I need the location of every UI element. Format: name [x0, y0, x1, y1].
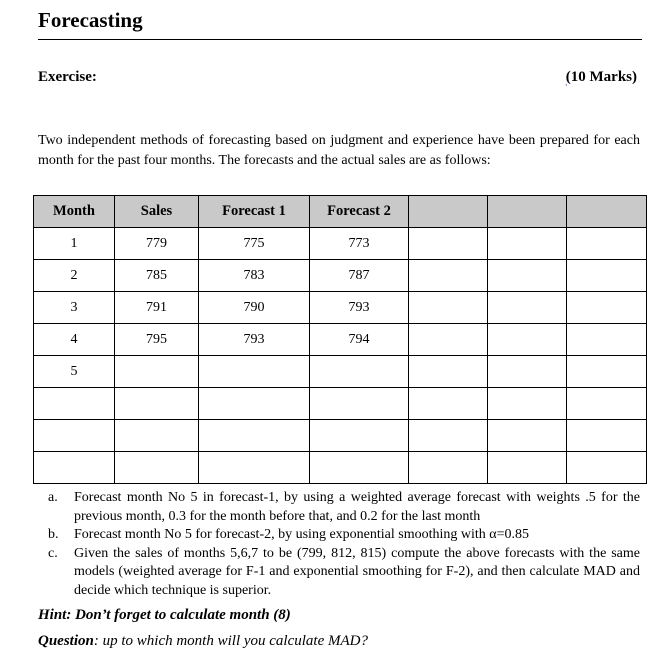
table-cell — [310, 452, 409, 484]
table-cell: 793 — [199, 324, 310, 356]
table-cell — [488, 292, 567, 324]
table-cell: 794 — [310, 324, 409, 356]
table-cell — [567, 356, 647, 388]
table-cell — [115, 388, 199, 420]
header-cell — [488, 196, 567, 228]
header-cell — [567, 196, 647, 228]
table-cell — [310, 356, 409, 388]
table-cell — [409, 228, 488, 260]
table-cell — [115, 452, 199, 484]
table-row — [34, 324, 647, 356]
table-cell — [488, 324, 567, 356]
table-cell: 3 — [34, 292, 115, 324]
table-cell — [310, 388, 409, 420]
table-cell: 783 — [199, 260, 310, 292]
marks-label — [566, 69, 637, 86]
table-cell — [488, 388, 567, 420]
table-cell — [115, 420, 199, 452]
table-cell — [199, 356, 310, 388]
table-row — [34, 292, 647, 324]
table-cell — [409, 452, 488, 484]
table-cell — [409, 388, 488, 420]
table-cell — [199, 452, 310, 484]
table-cell — [409, 420, 488, 452]
table-cell — [34, 388, 115, 420]
table-cell — [409, 260, 488, 292]
hint-text: : Don’t forget to calculate month (8) — [66, 607, 291, 623]
table-cell — [567, 388, 647, 420]
table-cell: 790 — [199, 292, 310, 324]
list-marker: b. — [48, 527, 59, 542]
table-cell — [409, 324, 488, 356]
table-row — [34, 388, 647, 420]
exercise-label: Exercise: — [38, 69, 97, 85]
intro-paragraph: Two independent methods of forecasting based on judgment and experience have been prepared for each month for the past four months. The forecasts and the actual sales are as follows: — [38, 133, 640, 168]
title-divider — [38, 39, 642, 40]
table-cell — [199, 388, 310, 420]
table-cell — [409, 292, 488, 324]
table-cell — [567, 324, 647, 356]
table-cell: 775 — [199, 228, 310, 260]
marks-value: 10 Marks) — [570, 69, 637, 85]
table-cell: 795 — [115, 324, 199, 356]
table-cell — [567, 260, 647, 292]
table-cell — [567, 452, 647, 484]
table-cell: 1 — [34, 228, 115, 260]
table-cell: 785 — [115, 260, 199, 292]
table-row — [34, 260, 647, 292]
question-line — [38, 633, 368, 650]
table-cell — [567, 228, 647, 260]
table-row — [34, 420, 647, 452]
hint-line — [38, 607, 291, 624]
table-cell: 787 — [310, 260, 409, 292]
list-item — [48, 526, 640, 545]
list-item — [48, 545, 640, 601]
table-cell — [488, 228, 567, 260]
table-cell — [488, 356, 567, 388]
table-cell — [115, 356, 199, 388]
table-cell: 779 — [115, 228, 199, 260]
table-header-row — [34, 196, 647, 228]
table-cell — [310, 420, 409, 452]
table-row — [34, 452, 647, 484]
table-row — [34, 228, 647, 260]
forecast-table — [33, 195, 647, 484]
table-cell — [567, 420, 647, 452]
table-cell: 4 — [34, 324, 115, 356]
table-cell — [34, 420, 115, 452]
table-cell: 773 — [310, 228, 409, 260]
table-cell — [488, 452, 567, 484]
table-row — [34, 356, 647, 388]
table-cell — [34, 452, 115, 484]
table-cell: 2 — [34, 260, 115, 292]
list-marker: c. — [48, 545, 58, 561]
table-cell — [488, 260, 567, 292]
table-cell — [488, 420, 567, 452]
header-cell — [409, 196, 488, 228]
header-cell: Forecast 1 — [199, 196, 310, 228]
table-cell: 791 — [115, 292, 199, 324]
hint-label: Hint — [38, 607, 67, 623]
list-marker: a. — [48, 490, 58, 505]
list-text: Given the sales of months 5,6,7 to be (799, 812, 815) compute the above forecasts with the same models (weighted average for F-1 and exponential smoothing for F-2), and then calculate MAD and decide which technique is superior. — [74, 545, 640, 598]
question-list — [48, 489, 640, 600]
question-label: Question — [38, 633, 94, 649]
table-cell — [567, 292, 647, 324]
list-text: Forecast month No 5 for forecast-2, by using exponential smoothing with α=0.85 — [74, 527, 529, 542]
question-text: : up to which month will you calculate MAD? — [93, 633, 368, 649]
list-item — [48, 489, 640, 526]
header-cell: Sales — [115, 196, 199, 228]
header-cell: Month — [34, 196, 115, 228]
list-text: Forecast month No 5 in forecast-1, by using a weighted average forecast with weights .5 for the previous month, 0.3 for the month before that, and 0.2 for the last month — [74, 490, 640, 524]
table-cell: 793 — [310, 292, 409, 324]
table-cell — [409, 356, 488, 388]
table-cell: 5 — [34, 356, 115, 388]
marks-open-paren: ( — [565, 69, 571, 85]
page-title: Forecasting — [38, 8, 143, 32]
header-cell: Forecast 2 — [310, 196, 409, 228]
table-cell — [199, 420, 310, 452]
